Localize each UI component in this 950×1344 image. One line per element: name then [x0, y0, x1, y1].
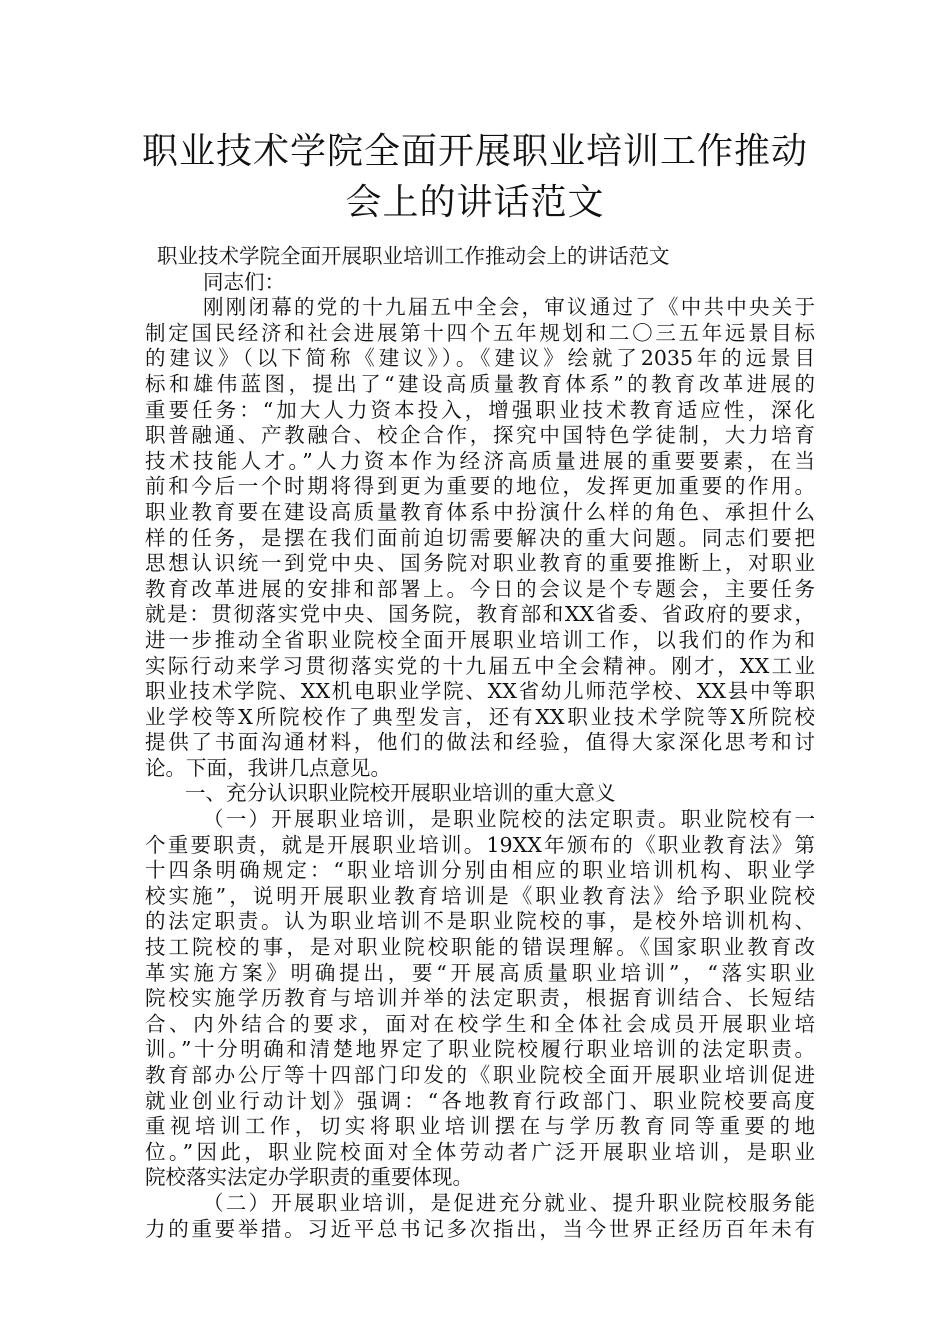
body-line: 训。”十分明确和清楚地界定了职业院校履行职业培训的法定职责。 — [145, 1037, 815, 1062]
body-line: 前和今后一个时期将得到更为重要的地位，发挥更加重要的作用。 — [145, 474, 815, 499]
body-line: 位。”因此，职业院校面对全体劳动者广泛开展职业培训，是职业 — [145, 1139, 815, 1164]
body-line: 职业教育要在建设高质量教育体系中扮演什么样的角色、承担什么 — [145, 499, 815, 524]
body-line: 就业创业行动计划》强调：“各地教育行政部门、职业院校要高度 — [145, 1088, 815, 1113]
document-body — [145, 244, 815, 1242]
body-line: 教育改革进展的安排和部署上。今日的会议是个专题会，主要任务 — [145, 576, 815, 601]
body-line: 革实施方案》明确提出，要“开展高质量职业培训”，“落实职业 — [145, 960, 815, 985]
section-heading: 一、充分认识职业院校开展职业培训的重大意义 — [185, 781, 616, 806]
body-line: 实际行动来学习贯彻落实党的十九届五中全会精神。刚才，XX工业 — [145, 653, 815, 678]
document-title-line-1: 职业技术学院全面开展职业培训工作推动 — [141, 131, 808, 172]
body-line: 合、内外结合的要求，面对在校学生和全体社会成员开展职业培 — [145, 1011, 815, 1036]
body-subtitle: 职业技术学院全面开展职业培训工作推动会上的讲话范文 — [157, 244, 670, 268]
body-line: 个重要职责，就是开展职业培训。19XX年颁布的《职业教育法》第 — [145, 832, 815, 857]
body-line: 就是：贯彻落实党中央、国务院，教育部和XX省委、省政府的要求， — [145, 602, 815, 627]
body-line: 院校落实法定办学职责的重要体现。 — [145, 1165, 473, 1190]
body-line: （二）开展职业培训，是促进充分就业、提升职业院校服务能 — [203, 1190, 815, 1215]
body-line: 业学校等X所院校作了典型发言，还有XX职业技术学院等X所院校 — [145, 704, 815, 729]
body-line: 校实施”，说明开展职业教育培训是《职业教育法》给予职业院校 — [145, 883, 815, 908]
body-line: 标和雄伟蓝图，提出了“建设高质量教育体系”的教育改革进展的 — [145, 371, 815, 396]
body-line: 论。下面，我讲几点意见。 — [145, 755, 391, 780]
body-line: 进一步推动全省职业院校全面开展职业培训工作，以我们的作为和 — [145, 627, 815, 652]
body-line: 重要任务：“加大人力资本投入，增强职业技术教育适应性，深化 — [145, 397, 815, 422]
document-title-line-2: 会上的讲话范文 — [345, 182, 605, 223]
body-line: 职普融通、产教融合、校企合作，探究中国特色学徒制，大力培育 — [145, 423, 815, 448]
body-line: 的法定职责。认为职业培训不是职业院校的事，是校外培训机构、 — [145, 909, 815, 934]
body-line: （一）开展职业培训，是职业院校的法定职责。职业院校有一 — [203, 807, 815, 832]
body-line: 刚刚闭幕的党的十九届五中全会，审议通过了《中共中央关于 — [203, 295, 815, 320]
body-line: 思想认识统一到党中央、国务院对职业教育的重要推断上，对职业 — [145, 551, 815, 576]
body-line: 技工院校的事，是对职业院校职能的错误理解。《国家职业教育改 — [145, 935, 815, 960]
salutation: 同志们： — [203, 269, 285, 294]
body-line: 院校实施学历教育与培训并举的法定职责，根据育训结合、长短结 — [145, 986, 815, 1011]
body-line: 力的重要举措。习近平总书记多次指出，当今世界正经历百年未有 — [145, 1216, 815, 1241]
body-line: 十四条明确规定：“职业培训分别由相应的职业培训机构、职业学 — [145, 858, 815, 883]
body-line: 教育部办公厅等十四部门印发的《职业院校全面开展职业培训促进 — [145, 1063, 815, 1087]
body-line: 制定国民经济和社会进展第十四个五年规划和二〇三五年远景目标 — [145, 320, 815, 345]
body-line: 重视培训工作，切实将职业培训摆在与学历教育同等重要的地 — [145, 1114, 815, 1139]
body-line: 技术技能人才。”人力资本作为经济高质量进展的重要要素，在当 — [145, 448, 815, 473]
body-line: 样的任务，是摆在我们面前迫切需要解决的重大问题。同志们要把 — [145, 525, 815, 550]
body-line: 的建议》（以下简称《建议》）。《建议》绘就了2035年的远景目 — [145, 346, 815, 371]
body-line: 职业技术学院、XX机电职业学院、XX省幼儿师范学校、XX县中等职 — [145, 679, 815, 704]
body-line: 提供了书面沟通材料，他们的做法和经验，值得大家深化思考和讨 — [145, 730, 815, 755]
